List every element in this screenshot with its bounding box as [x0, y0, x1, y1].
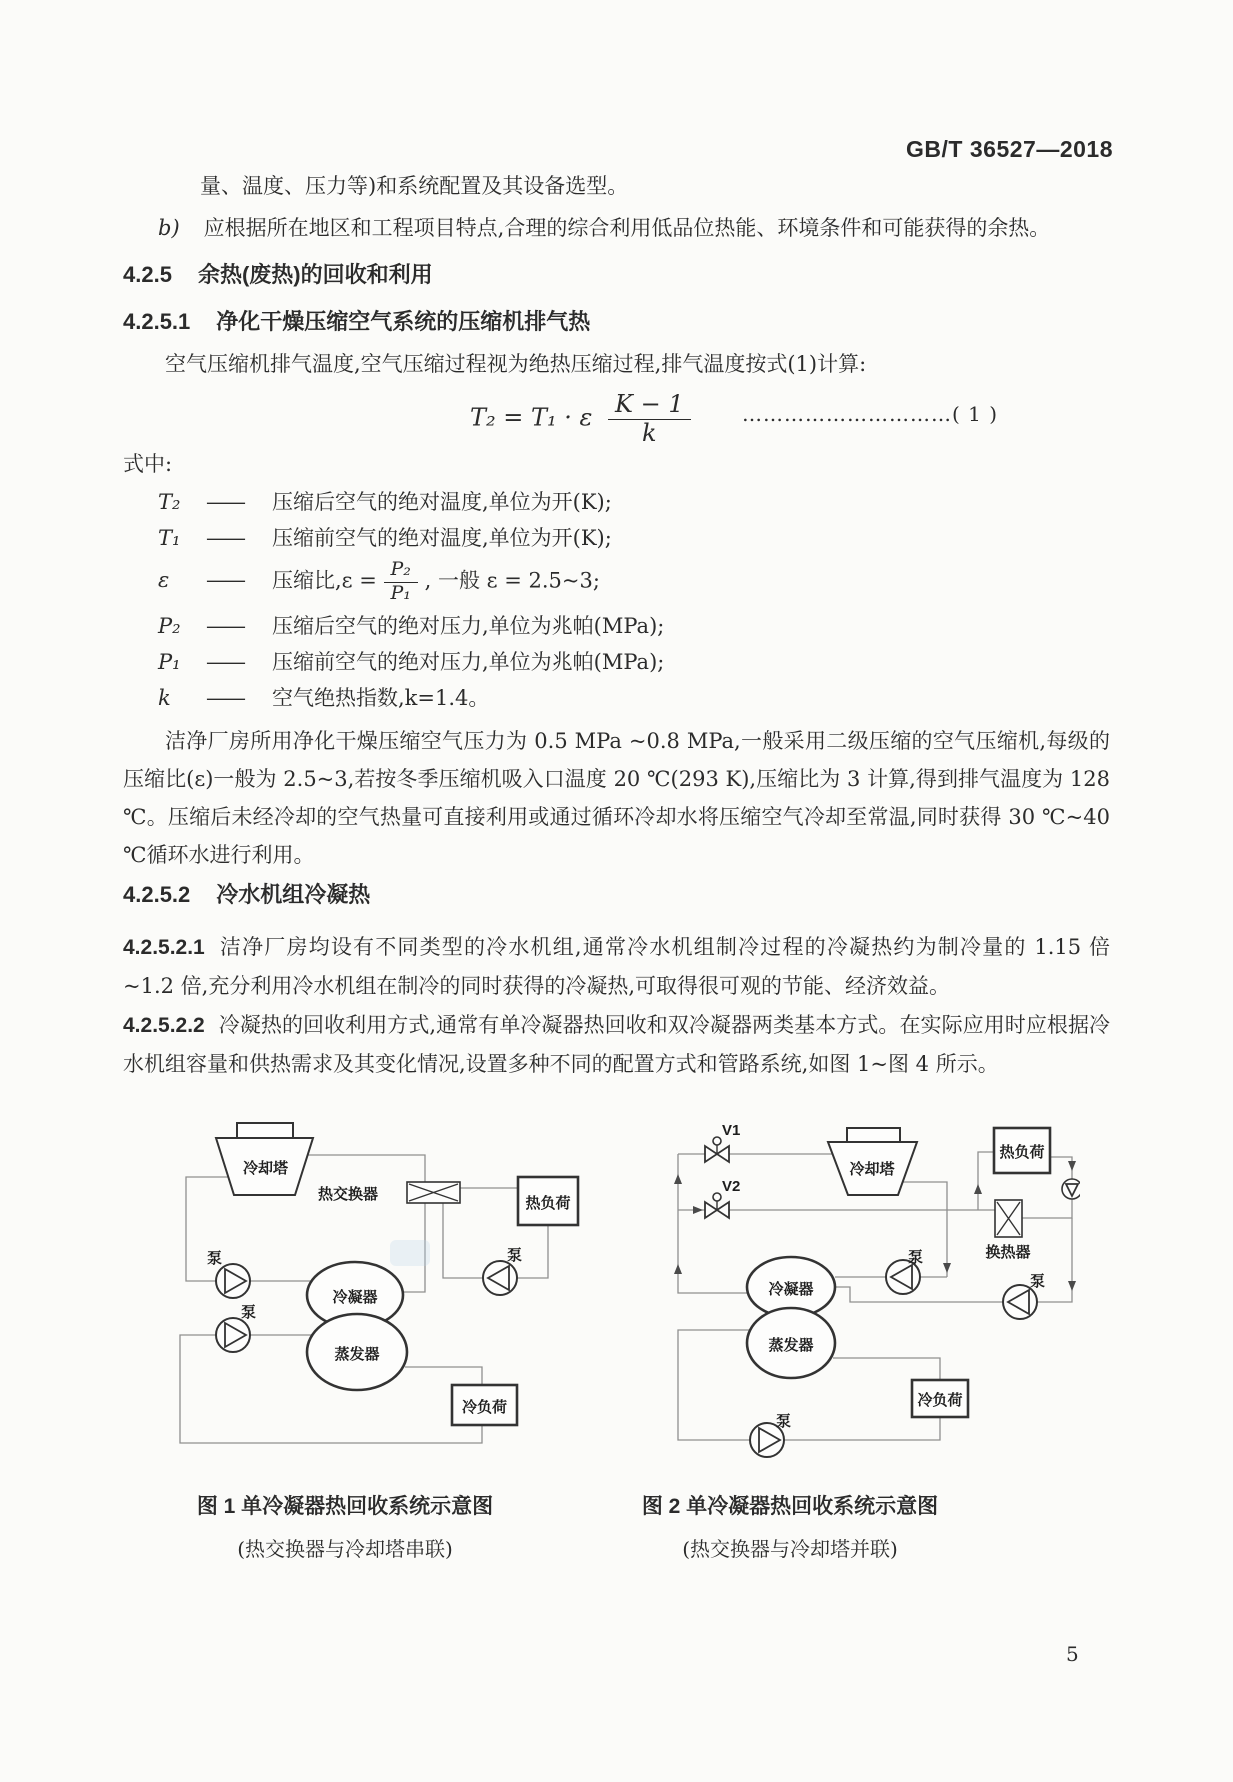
page-number: 5 — [1066, 1642, 1079, 1666]
heat-exchanger-shape — [995, 1200, 1022, 1237]
equation-lhs: T₂ = T₁ · ε — [470, 403, 593, 432]
evaporator-label: 蒸发器 — [334, 1346, 380, 1363]
equation-exponent-fraction: $\frac{K - 1}{k}$ — [608, 392, 691, 446]
list-item-b — [158, 212, 1118, 242]
heat-exchanger-shape — [407, 1182, 460, 1203]
pump-right-shape — [483, 1261, 517, 1295]
scan-artifact — [390, 1240, 430, 1266]
heat-load-label: 热负荷 — [999, 1144, 1045, 1161]
pump-left-bottom-shape — [216, 1318, 250, 1352]
clause-number: 4.2.5.2.2 — [123, 1014, 205, 1037]
valve1-label: V1 — [722, 1122, 741, 1139]
list-continuation-line: 量、温度、压力等)和系统配置及其设备选型。 — [200, 174, 629, 198]
figure1-caption-sub: (热交换器与冷却塔串联) — [237, 1537, 453, 1561]
section-heading-425 — [123, 258, 433, 289]
item-b-text: 应根据所在地区和工程项目特点,合理的综合利用低品位热能、环境条件和可能获得的余热。 — [203, 216, 1051, 240]
cold-load-label: 冷负荷 — [461, 1399, 507, 1416]
symbol-definition-row: T₁ —— 压缩前空气的绝对温度,单位为开(K); — [158, 526, 612, 550]
epsilon-fraction: $\frac{\text{P₂}}{\text{P₁}}$ — [384, 560, 418, 604]
heat-exchanger-label: 换热器 — [985, 1244, 1031, 1261]
symbol-definition-row: ε —— 压缩比,ε = $\frac{\text{P₂}}{\text{P₁}}$ , 一般 ε = 2.5~3; — [158, 558, 600, 604]
clause-number: 4.2.5.2.1 — [123, 936, 205, 959]
section-heading-4251 — [123, 305, 590, 336]
pump-label: 泵 — [207, 1250, 223, 1267]
section-heading-4252 — [123, 878, 370, 909]
equation-leader-dots: …………………………( 1 ) — [742, 402, 999, 426]
cold-load-label: 冷负荷 — [917, 1392, 963, 1409]
formula-intro-text: 空气压缩机排气温度,空气压缩过程视为绝热压缩过程,排气温度按式(1)计算: — [165, 352, 867, 376]
body-paragraph: 洁净厂房所用净化干燥压缩空气压力为 0.5 MPa ~0.8 MPa,一般采用二级压缩的空气压缩机,每级的压缩比(ε)一般为 2.5~3,若按冬季压缩机吸入口温度 20 ℃(293 K),压缩比为 3 计算,得到排气温度为 128 ℃。压缩后未经冷却的空气热量可直接利用或通过循环冷却水将压缩空气冷却至常温,同时获得 30 ℃~40 ℃循环水进行利用。 — [123, 729, 1110, 867]
section-number: 4.2.5.1 — [123, 309, 191, 334]
valve2-icon — [705, 1193, 729, 1218]
where-label: 式中: — [123, 452, 173, 476]
evaporator-label: 蒸发器 — [768, 1337, 814, 1354]
equation-number: ( 1 ) — [952, 402, 999, 426]
doc-number: GB/T 36527—2018 — [906, 136, 1113, 162]
figure1-schematic — [150, 1115, 590, 1455]
figure2-caption: 图 2 单冷凝器热回收系统示意图 — [641, 1495, 939, 1518]
cooling-tower-label: 冷却塔 — [242, 1160, 288, 1177]
condenser-label: 冷凝器 — [768, 1281, 814, 1298]
clause-text: 洁净厂房均设有不同类型的冷水机组,通常冷水机组制冷过程的冷凝热约为制冷量的 1.15 倍~1.2 倍,充分利用冷水机组在制冷的同时获得的冷凝热,可取得很可观的节能、经济效益。 — [123, 935, 1110, 998]
pump-label: 泵 — [507, 1247, 523, 1264]
valve1-icon — [705, 1137, 729, 1162]
cooling-tower-label: 冷却塔 — [849, 1161, 895, 1178]
clause-42521 — [123, 928, 1110, 1006]
figure2-caption-sub: (热交换器与冷却塔并联) — [682, 1537, 898, 1561]
pump-label: 泵 — [776, 1413, 792, 1430]
figure1-diagram — [150, 1115, 590, 1455]
clause-42522 — [123, 1006, 1110, 1084]
symbol-definition-row: P₂ —— 压缩后空气的绝对压力,单位为兆帕(MPa); — [158, 614, 665, 638]
small-pump-shape — [1062, 1179, 1080, 1199]
section-title: 冷水机组冷凝热 — [216, 882, 371, 907]
item-b-marker: b) — [158, 216, 180, 240]
valve2-label: V2 — [722, 1178, 741, 1195]
symbol-definition-row: k —— 空气绝热指数,k=1.4。 — [158, 686, 490, 710]
pump-label: 泵 — [1030, 1273, 1046, 1290]
clause-text: 冷凝热的回收利用方式,通常有单冷凝器热回收和双冷凝器两类基本方式。在实际应用时应根据冷水机组容量和供热需求及其变化情况,设置多种不同的配置方式和管路系统,如图 1~图 4 所示。 — [123, 1013, 1110, 1076]
symbol-definition-row: P₁ —— 压缩前空气的绝对压力,单位为兆帕(MPa); — [158, 650, 665, 674]
figure2-diagram — [600, 1100, 1080, 1460]
condenser-label: 冷凝器 — [332, 1289, 378, 1306]
section-title: 余热(废热)的回收和利用 — [197, 262, 433, 287]
figure1-caption: 图 1 单冷凝器热回收系统示意图 — [196, 1495, 494, 1518]
equation-1 — [470, 392, 691, 446]
heat-load-label: 热负荷 — [525, 1195, 571, 1212]
pump-left-top-shape — [216, 1264, 250, 1298]
pump-label: 泵 — [908, 1249, 924, 1266]
heat-exchanger-label: 热交换器 — [318, 1186, 379, 1203]
symbol-definition-row: T₂ —— 压缩后空气的绝对温度,单位为开(K); — [158, 490, 612, 514]
section-number: 4.2.5 — [123, 262, 172, 287]
section-number: 4.2.5.2 — [123, 882, 191, 907]
section-title: 净化干燥压缩空气系统的压缩机排气热 — [216, 309, 591, 334]
pump-label: 泵 — [241, 1304, 257, 1321]
